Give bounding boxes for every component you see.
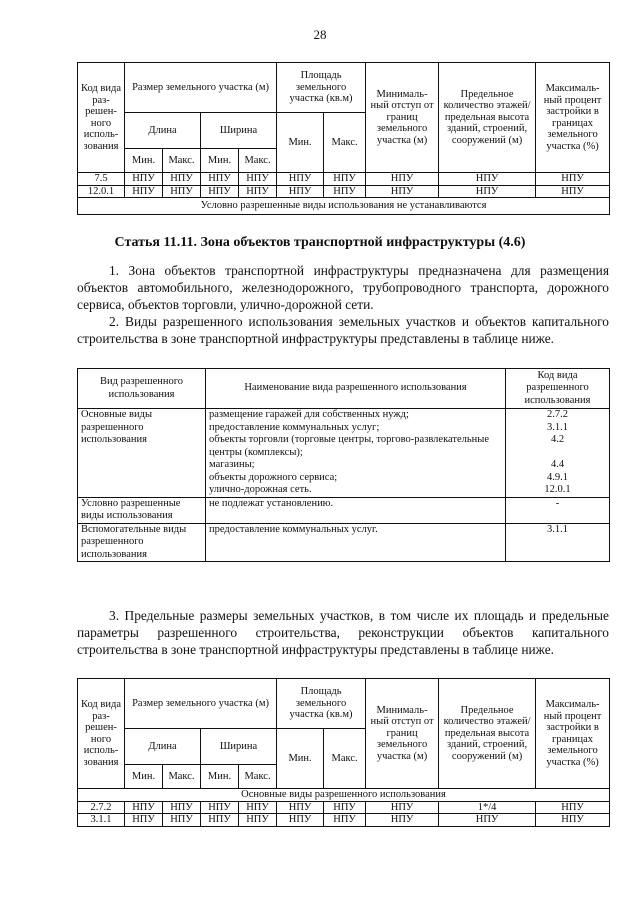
header-usage-type: Вид разрешенного использования <box>78 369 206 409</box>
cell: НПУ <box>277 185 324 198</box>
cell: 3.1.1 <box>78 814 125 827</box>
cell: НПУ <box>536 185 610 198</box>
usage-name: не подлежат установлению. <box>206 497 506 523</box>
group-conditional: Условно разрешенные виды использования <box>78 497 206 523</box>
header-width-max: Макс. <box>239 149 277 173</box>
usage-code: 3.1.1 <box>506 523 610 562</box>
header-usage-code: Код вида разрешенного использования <box>506 369 610 409</box>
cell: НПУ <box>277 801 324 814</box>
cell: НПУ <box>125 814 163 827</box>
cell: НПУ <box>201 801 239 814</box>
usage-name: предоставление коммунальных услуг. <box>206 523 506 562</box>
cell: НПУ <box>536 814 610 827</box>
header-size: Размер земельного участка (м) <box>125 679 277 729</box>
header-coverage: Максималь-ный процент застройки в границах земельного участка (%) <box>536 63 610 173</box>
cell: НПУ <box>125 801 163 814</box>
cell: НПУ <box>277 173 324 186</box>
table-row <box>78 173 610 186</box>
cell: НПУ <box>201 814 239 827</box>
header-setback: Минималь-ный отступ от границ земельного участка (м) <box>366 63 439 173</box>
usage-code: 4.9.1 <box>506 472 610 485</box>
header-length: Длина <box>125 729 201 765</box>
cell: НПУ <box>239 173 277 186</box>
usage-name: объекты дорожного сервиса; <box>206 472 506 485</box>
page-number: 28 <box>313 27 327 42</box>
usage-code: 3.1.1 <box>506 422 610 435</box>
cell: НПУ <box>324 801 366 814</box>
header-area-max: Макс. <box>324 729 366 789</box>
usage-name: предоставление коммунальных услуг; <box>206 422 506 435</box>
header-area: Площадь земельного участка (кв.м) <box>277 679 366 729</box>
usage-name: магазины; <box>206 459 506 472</box>
cell: НПУ <box>439 185 536 198</box>
cell: НПУ <box>125 185 163 198</box>
cell: НПУ <box>439 173 536 186</box>
cell: НПУ <box>366 801 439 814</box>
usage-code: - <box>506 497 610 523</box>
header-area-min: Мин. <box>277 729 324 789</box>
usage-name: улично-дорожная сеть. <box>206 484 506 497</box>
usage-name: объекты торговли (торговые центры, торгово-развлекательные центры (комплексы); <box>206 434 506 459</box>
usage-types-table <box>77 368 610 562</box>
table-row <box>78 814 610 827</box>
usage-code: 4.2 <box>506 434 610 459</box>
header-length: Длина <box>125 113 201 149</box>
paragraph-3: 3. Предельные размеры земельных участков, в том числе их площадь и предельные параметры разрешенного строительства, реконструкции объектов капитального строительства в зоне транспортной инфраструктуры представлены в таблице ниже. <box>77 608 609 657</box>
table-section-title: Основные виды разрешенного использования <box>78 789 610 802</box>
paragraph-2: 2. Виды разрешенного использования земельных участков и объектов капитального строительства в зоне транспортной инфраструктуры представлены в таблице ниже. <box>77 314 609 346</box>
usage-name: размещение гаражей для собственных нужд; <box>206 409 506 422</box>
header-width: Ширина <box>201 113 277 149</box>
header-length-min: Мин. <box>125 765 163 789</box>
usage-code: 12.0.1 <box>506 484 610 497</box>
cell: НПУ <box>366 814 439 827</box>
parameters-table-top <box>77 62 610 215</box>
group-auxiliary: Вспомогательные виды разрешенного использования <box>78 523 206 562</box>
cell: НПУ <box>439 814 536 827</box>
table-footer-note: Условно разрешенные виды использования не устанавливаются <box>78 198 610 215</box>
cell: НПУ <box>536 801 610 814</box>
cell: НПУ <box>366 173 439 186</box>
cell: НПУ <box>239 814 277 827</box>
header-length-max: Макс. <box>163 765 201 789</box>
header-size: Размер земельного участка (м) <box>125 63 277 113</box>
section-heading: Статья 11.11. Зона объектов транспортной инфраструктуры (4.6) <box>114 235 526 250</box>
cell: НПУ <box>163 173 201 186</box>
cell: НПУ <box>239 185 277 198</box>
parameters-table-bottom <box>77 678 610 827</box>
paragraph-1: 1. Зона объектов транспортной инфраструктуры предназначена для размещения объектов автомобильного, железнодорожного, трубопроводного транспорта, дорожного сервиса, объектов торговли, улично-дорожной сети. <box>77 263 609 312</box>
cell: НПУ <box>536 173 610 186</box>
cell: НПУ <box>163 814 201 827</box>
header-setback: Минималь-ный отступ от границ земельного участка (м) <box>366 679 439 789</box>
header-usage-name: Наименование вида разрешенного использования <box>206 369 506 409</box>
header-code: Код вида раз-решен-ного исполь-зования <box>78 679 125 789</box>
cell: НПУ <box>324 814 366 827</box>
header-length-max: Макс. <box>163 149 201 173</box>
cell: НПУ <box>125 173 163 186</box>
table-row <box>78 185 610 198</box>
header-area-min: Мин. <box>277 113 324 173</box>
cell: НПУ <box>277 814 324 827</box>
cell: НПУ <box>163 801 201 814</box>
header-code: Код вида раз-решен-ного исполь-зования <box>78 63 125 173</box>
cell: 12.0.1 <box>78 185 125 198</box>
header-width-min: Мин. <box>201 765 239 789</box>
header-floors: Предельное количество этажей/ предельная высота зданий, строений, сооружений (м) <box>439 679 536 789</box>
header-length-min: Мин. <box>125 149 163 173</box>
header-width-max: Макс. <box>239 765 277 789</box>
table-row <box>78 801 610 814</box>
cell: НПУ <box>163 185 201 198</box>
cell: 2.7.2 <box>78 801 125 814</box>
header-floors: Предельное количество этажей/ предельная высота зданий, строений, сооружений (м) <box>439 63 536 173</box>
cell: НПУ <box>201 185 239 198</box>
usage-code: 2.7.2 <box>506 409 610 422</box>
header-coverage: Максималь-ный процент застройки в границах земельного участка (%) <box>536 679 610 789</box>
cell: 1*/4 <box>439 801 536 814</box>
header-area: Площадь земельного участка (кв.м) <box>277 63 366 113</box>
header-width-min: Мин. <box>201 149 239 173</box>
cell: НПУ <box>324 185 366 198</box>
cell: НПУ <box>201 173 239 186</box>
usage-code: 4.4 <box>506 459 610 472</box>
group-main: Основные виды разрешенного использования <box>78 409 206 498</box>
cell: НПУ <box>366 185 439 198</box>
header-area-max: Макс. <box>324 113 366 173</box>
cell: НПУ <box>324 173 366 186</box>
header-width: Ширина <box>201 729 277 765</box>
cell: НПУ <box>239 801 277 814</box>
cell: 7.5 <box>78 173 125 186</box>
